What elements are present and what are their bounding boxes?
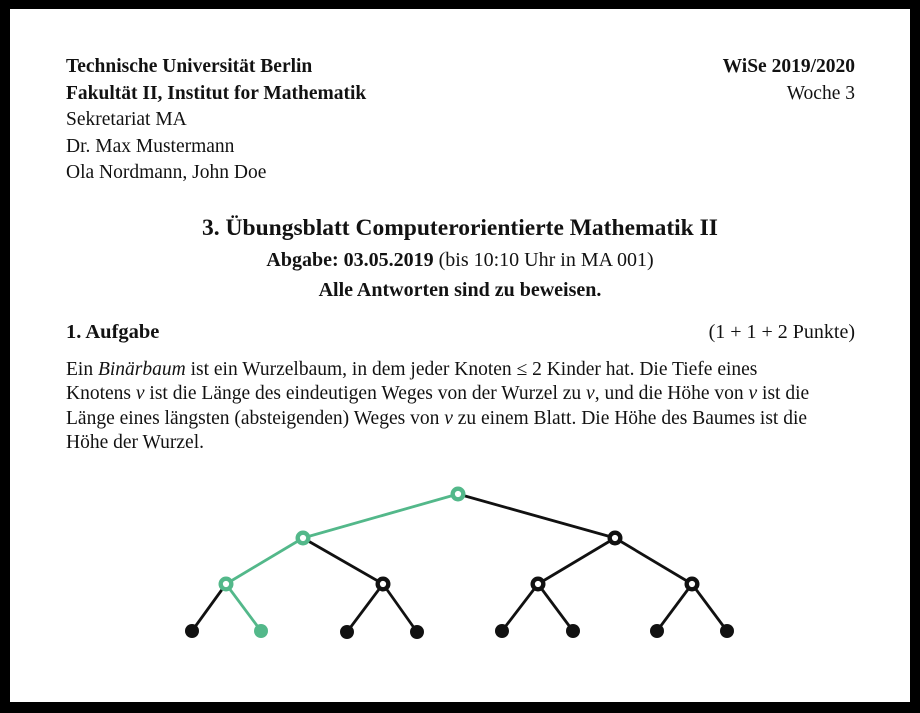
binary-tree-svg bbox=[150, 470, 780, 670]
header-right-block bbox=[723, 54, 855, 107]
tree-node-l1 bbox=[185, 624, 199, 638]
tree-node-LL bbox=[221, 579, 232, 590]
due-date-bold: Abgabe: 03.05.2019 bbox=[266, 249, 434, 271]
tree-edge-RL-l5 bbox=[502, 584, 538, 631]
header-office: Sekretariat MA bbox=[66, 109, 187, 131]
text-segment-italic: v bbox=[444, 407, 453, 429]
text-segment: Länge eines längsten (absteigenden) Weges von bbox=[66, 407, 445, 429]
text-segment: Knotens bbox=[66, 383, 136, 405]
tree-node-l5 bbox=[495, 624, 509, 638]
task-label: 1. Aufgabe bbox=[66, 321, 160, 343]
tree-edge-root-R bbox=[458, 494, 615, 538]
paragraph-line bbox=[66, 431, 870, 455]
tree-edge-root-L bbox=[303, 494, 458, 538]
text-segment: zu einem Blatt. Die Höhe des Baumes ist die bbox=[452, 407, 808, 429]
tree-node-l6 bbox=[566, 624, 580, 638]
tree-node-l4 bbox=[410, 625, 424, 639]
tree-node-RR bbox=[687, 579, 698, 590]
text-segment: ist die Länge des eindeutigen Weges von der Wurzel zu bbox=[144, 383, 587, 405]
paragraph-line bbox=[66, 407, 870, 431]
sheet-title: 3. Übungsblatt Computerorientierte Mathematik II bbox=[202, 215, 718, 241]
tree-edge-L-LL bbox=[226, 538, 303, 584]
paragraph-line bbox=[66, 358, 870, 382]
text-segment: , und die Höhe von bbox=[594, 383, 749, 405]
tree-node-LR bbox=[378, 579, 389, 590]
tree-node-root bbox=[453, 489, 464, 500]
header-semester: WiSe 2019/2020 bbox=[722, 56, 855, 77]
tree-edge-RL-l6 bbox=[538, 584, 573, 631]
tree-edge-L-LR bbox=[303, 538, 383, 584]
tree-edge-RR-l8 bbox=[692, 584, 727, 631]
text-segment: ist ein Wurzelbaum, in dem jeder Knoten ≤ 2 Kinder hat. Die Tiefe eines bbox=[185, 359, 758, 380]
due-date-line bbox=[10, 246, 910, 274]
text-segment-italic: v bbox=[586, 383, 595, 405]
paragraph-line bbox=[66, 382, 870, 406]
header-week: Woche 3 bbox=[786, 82, 855, 104]
task-heading-row bbox=[66, 318, 855, 346]
header-institution: Technische Universität Berlin bbox=[66, 56, 313, 77]
tree-node-l2 bbox=[254, 624, 268, 638]
tree-edge-LL-l1 bbox=[192, 584, 226, 631]
header-lecturer: Dr. Max Mustermann bbox=[66, 135, 235, 157]
text-segment-italic: v bbox=[748, 383, 758, 405]
tree-edge-LR-l3 bbox=[347, 584, 383, 632]
text-segment: Ein bbox=[66, 359, 98, 380]
tree-edge-RR-l7 bbox=[657, 584, 692, 631]
text-segment: ist die bbox=[757, 383, 810, 405]
text-segment-italic: Binärbaum bbox=[97, 359, 186, 380]
text-segment-italic: v bbox=[135, 383, 145, 405]
tree-edge-R-RR bbox=[615, 538, 692, 584]
tree-edge-LR-l4 bbox=[383, 584, 417, 632]
tree-node-L bbox=[298, 533, 309, 544]
due-date-detail: (bis 10:10 Uhr in MA 001) bbox=[433, 249, 654, 271]
tree-node-RL bbox=[533, 579, 544, 590]
title-block bbox=[10, 212, 910, 304]
tree-node-R bbox=[610, 533, 621, 544]
header-left-block bbox=[66, 54, 366, 187]
document-page bbox=[10, 9, 910, 702]
task-description bbox=[66, 358, 870, 456]
text-segment: Höhe der Wurzel. bbox=[66, 432, 205, 454]
binary-tree-figure bbox=[150, 470, 780, 670]
task-points: (1 + 1 + 2 Punkte) bbox=[708, 321, 855, 343]
proof-note: Alle Antworten sind zu beweisen. bbox=[318, 279, 602, 301]
tree-edge-R-RL bbox=[538, 538, 615, 584]
tree-node-l7 bbox=[650, 624, 664, 638]
header-faculty: Fakultät II, Institut for Mathematik bbox=[66, 82, 367, 104]
tree-node-l3 bbox=[340, 625, 354, 639]
tree-node-l8 bbox=[720, 624, 734, 638]
tree-edge-LL-l2 bbox=[226, 584, 261, 631]
header-assistants: Ola Nordmann, John Doe bbox=[66, 162, 267, 184]
